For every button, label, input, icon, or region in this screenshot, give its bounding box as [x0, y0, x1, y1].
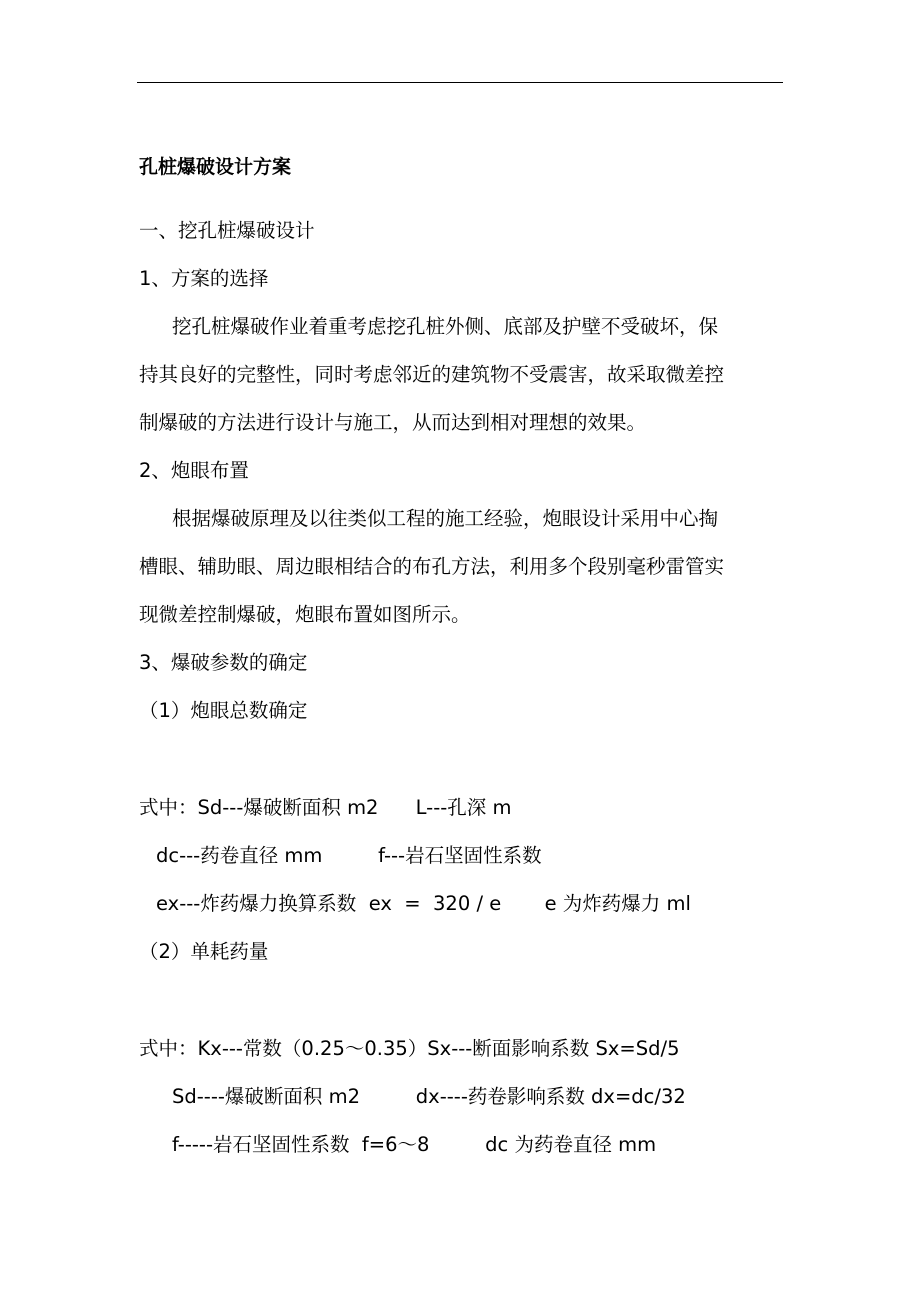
header-rule: [137, 82, 783, 83]
paragraph-line: 挖孔桩爆破作业着重考虑挖孔桩外侧、底部及护壁不受破坏，保: [172, 315, 719, 338]
formula-note-line: 式中：Sd---爆破断面积 m2 L---孔深 m: [139, 796, 512, 819]
list-item-heading: （2）单耗药量: [139, 940, 269, 963]
subsection-heading-1: 1、方案的选择: [139, 267, 269, 290]
formula-note-line: dc---药卷直径 mm f---岩石坚固性系数: [156, 844, 542, 867]
paragraph-line: 制爆破的方法进行设计与施工，从而达到相对理想的效果。: [139, 411, 647, 434]
list-item-heading: （1）炮眼总数确定: [139, 699, 308, 722]
formula-note-line: 式中：Kx---常数（0.25～0.35）Sx---断面影响系数 Sx=Sd/5: [139, 1037, 680, 1060]
document-title: 孔桩爆破设计方案: [139, 156, 292, 178]
subsection-heading-3: 3、爆破参数的确定: [139, 651, 308, 674]
formula-note-line: ex---炸药爆力换算系数 ex = 320 / e e 为炸药爆力 ml: [156, 892, 691, 915]
subsection-heading-2: 2、炮眼布置: [139, 459, 249, 482]
formula-note-line: f-----岩石坚固性系数 f=6～8 dc 为药卷直径 mm: [172, 1133, 657, 1156]
paragraph-line: 槽眼、辅助眼、周边眼相结合的布孔方法，利用多个段别毫秒雷管实: [139, 555, 725, 578]
paragraph-line: 根据爆破原理及以往类似工程的施工经验，炮眼设计采用中心掏: [172, 507, 719, 530]
section-heading-1: 一、挖孔桩爆破设计: [139, 219, 315, 242]
formula-note-line: Sd----爆破断面积 m2 dx----药卷影响系数 dx=dc/32: [172, 1085, 686, 1108]
paragraph-line: 持其良好的完整性，同时考虑邻近的建筑物不受震害，故采取微差控: [139, 363, 725, 386]
paragraph-line: 现微差控制爆破，炮眼布置如图所示。: [139, 603, 471, 626]
